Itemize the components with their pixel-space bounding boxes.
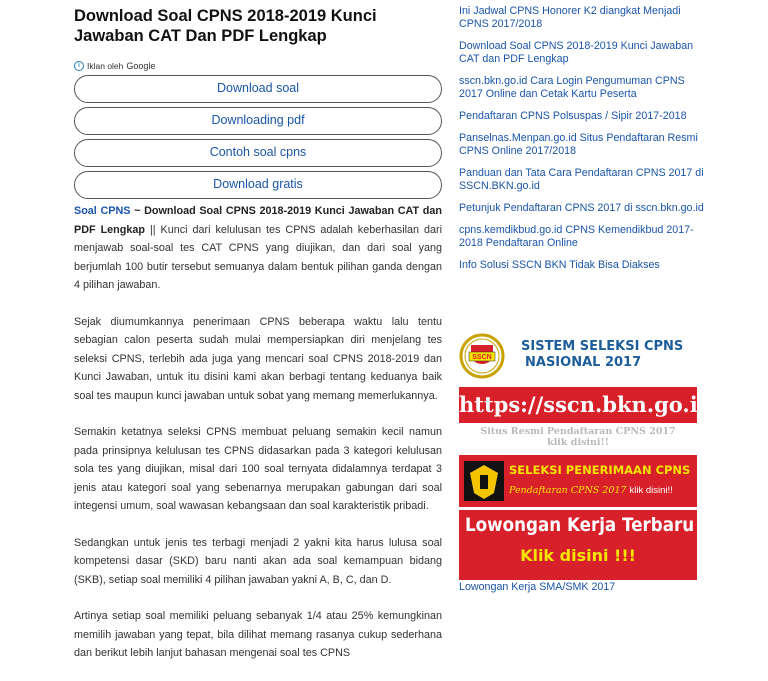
sidebar-link[interactable]: cpns.kemdikbud.go.id CPNS Kemendikbud 2017-2018 Pendaftaran Online bbox=[459, 224, 694, 249]
related-links bbox=[459, 5, 709, 272]
sidebar-link[interactable]: Download Soal CPNS 2018-2019 Kunci Jawaban CAT dan PDF Lengkap bbox=[459, 40, 694, 65]
seleksi-banner[interactable] bbox=[459, 455, 697, 507]
paragraph-3: Semakin ketatnya seleksi CPNS membuat peluang semakin kecil namun pada prinsipnya kelulusan tes CPNS didasarkan pada 3 kategori kelulusan sola tes yang diujikan, misal dari 100 soal ternyata didalamnya terdapat 3 jenis atau kategori soal yang sebenarnya merupakan gabungan dari soal integensi umum, soal wawasan kebangsaan dan soal karakteristik pribadi. bbox=[74, 426, 442, 512]
contoh-soal-cpns-button[interactable]: Contoh soal cpns bbox=[74, 139, 442, 167]
sscn-banner-line1: SISTEM SELEKSI CPNS bbox=[521, 339, 684, 354]
ad-label: Iklan oleh bbox=[87, 61, 124, 71]
lowongan-caption-link[interactable]: Lowongan Kerja SMA/SMK 2017 bbox=[459, 581, 616, 593]
download-gratis-button[interactable]: Download gratis bbox=[74, 171, 442, 199]
emblem-icon bbox=[462, 459, 506, 503]
lowongan-click: Klik disini !!! bbox=[520, 546, 636, 565]
article-body bbox=[74, 202, 442, 663]
paragraph-1 bbox=[74, 202, 442, 295]
paragraph-1-text: || Kunci dari kelulusan tes CPNS adalah keberhasilan dari menjawab soal-soal tes CAT CPNS yang diujikan, dan dari soal yang berjumlah 100 butir tersebut semuanya dalam bentuk pilihan ganda dengan 4 pilihan jawaban. bbox=[74, 223, 442, 291]
sscn-logo-text: SSCN bbox=[472, 354, 492, 361]
sscn-url-subtitle bbox=[459, 426, 697, 448]
sscn-url-sub1: Situs Resmi Pendaftaran CPNS 2017 bbox=[480, 426, 676, 437]
sscn-url-banner[interactable] bbox=[459, 387, 713, 453]
paragraph-2: Sejak diumumkannya penerimaan CPNS beberapa waktu lalu tentu sebagian calon peserta sudah mulai mempersiapkan diri menjelang tes seleksi CPNS, terlebih ada juga yang mencari soal CPNS 2018-2019 dan Kunci Jawaban, untuk itu disini kami akan berbagi tentang keduanya baik soal tes maupun kunci jawaban untuk sobat yang memang memerlukannya. bbox=[74, 315, 442, 402]
lowongan-banner[interactable] bbox=[459, 510, 697, 580]
seleksi-click: klik disini!! bbox=[629, 485, 673, 496]
sscn-banner[interactable] bbox=[459, 325, 697, 387]
sidebar-link[interactable]: Ini Jadwal CPNS Honorer K2 diangkat Menjadi CPNS 2017/2018 bbox=[459, 5, 681, 30]
ad-buttons bbox=[74, 75, 442, 199]
sidebar-link[interactable]: Info Solusi SSCN BKN Tidak Bisa Diakses bbox=[459, 259, 660, 271]
seleksi-subtitle bbox=[509, 485, 673, 496]
lowongan-title: Lowongan Kerja Terbaru bbox=[465, 514, 695, 536]
sscn-banner-text bbox=[521, 339, 683, 371]
seleksi-line2: Pendaftaran CPNS 2017 bbox=[509, 485, 627, 496]
ad-brand: Google bbox=[126, 61, 156, 71]
paragraph-5: Artinya setiap soal memiliki peluang sebanyak 1/4 atau 25% kemungkinan memilih jawaban yang tepat, bila dilihat memang rasanya cukup sederhana dan berikut lebih lanjut bahasan mengenai soal tes CPNS bbox=[74, 610, 442, 659]
article-column bbox=[74, 0, 442, 681]
download-soal-button[interactable]: Download soal bbox=[74, 75, 442, 103]
info-icon[interactable]: i bbox=[74, 61, 84, 71]
sidebar-link[interactable]: Panduan dan Tata Cara Pendaftaran CPNS 2017 di SSCN.BKN.go.id bbox=[459, 167, 704, 192]
downloading-pdf-button[interactable]: Downloading pdf bbox=[74, 107, 442, 135]
seleksi-title: SELEKSI PENERIMAAN CPNS bbox=[509, 463, 691, 477]
sidebar-link[interactable]: sscn.bkn.go.id Cara Login Pengumuman CPNS 2017 Online dan Cetak Kartu Peserta bbox=[459, 75, 685, 100]
sscn-banner-line2: NASIONAL 2017 bbox=[525, 355, 642, 370]
sidebar bbox=[459, 0, 709, 281]
soal-cpns-link[interactable]: Soal CPNS bbox=[74, 205, 131, 217]
article-title: Download Soal CPNS 2018-2019 Kunci Jawaban CAT Dan PDF Lengkap bbox=[74, 7, 377, 45]
ad-attribution[interactable] bbox=[74, 60, 442, 72]
sidebar-link[interactable]: Pendaftaran CPNS Polsuspas / Sipir 2017-2018 bbox=[459, 110, 687, 122]
sscn-url: https://sscn.bkn.go.id bbox=[459, 387, 697, 423]
sscn-url-sub2: klik disini!! bbox=[547, 437, 609, 448]
sidebar-link[interactable]: Panselnas.Menpan.go.id Situs Pendaftaran Resmi CPNS Online 2017/2018 bbox=[459, 132, 698, 157]
article-subtitle: ~ Download Soal CPNS 2018-2019 Kunci Jawaban CAT dan PDF Lengkap bbox=[74, 205, 442, 236]
sidebar-link[interactable]: Petunjuk Pendaftaran CPNS 2017 di sscn.bkn.go.id bbox=[459, 202, 704, 214]
paragraph-4: Sedangkan untuk jenis tes terbagi menjadi 2 yakni kita harus lulusa soal kompetensi dasar (SKD) baru nanti akan ada soal kemampuan bidang (SKB), setiap soal memiliki 4 pilihan jawaban yakni A, B, C, dan D. bbox=[74, 536, 442, 586]
